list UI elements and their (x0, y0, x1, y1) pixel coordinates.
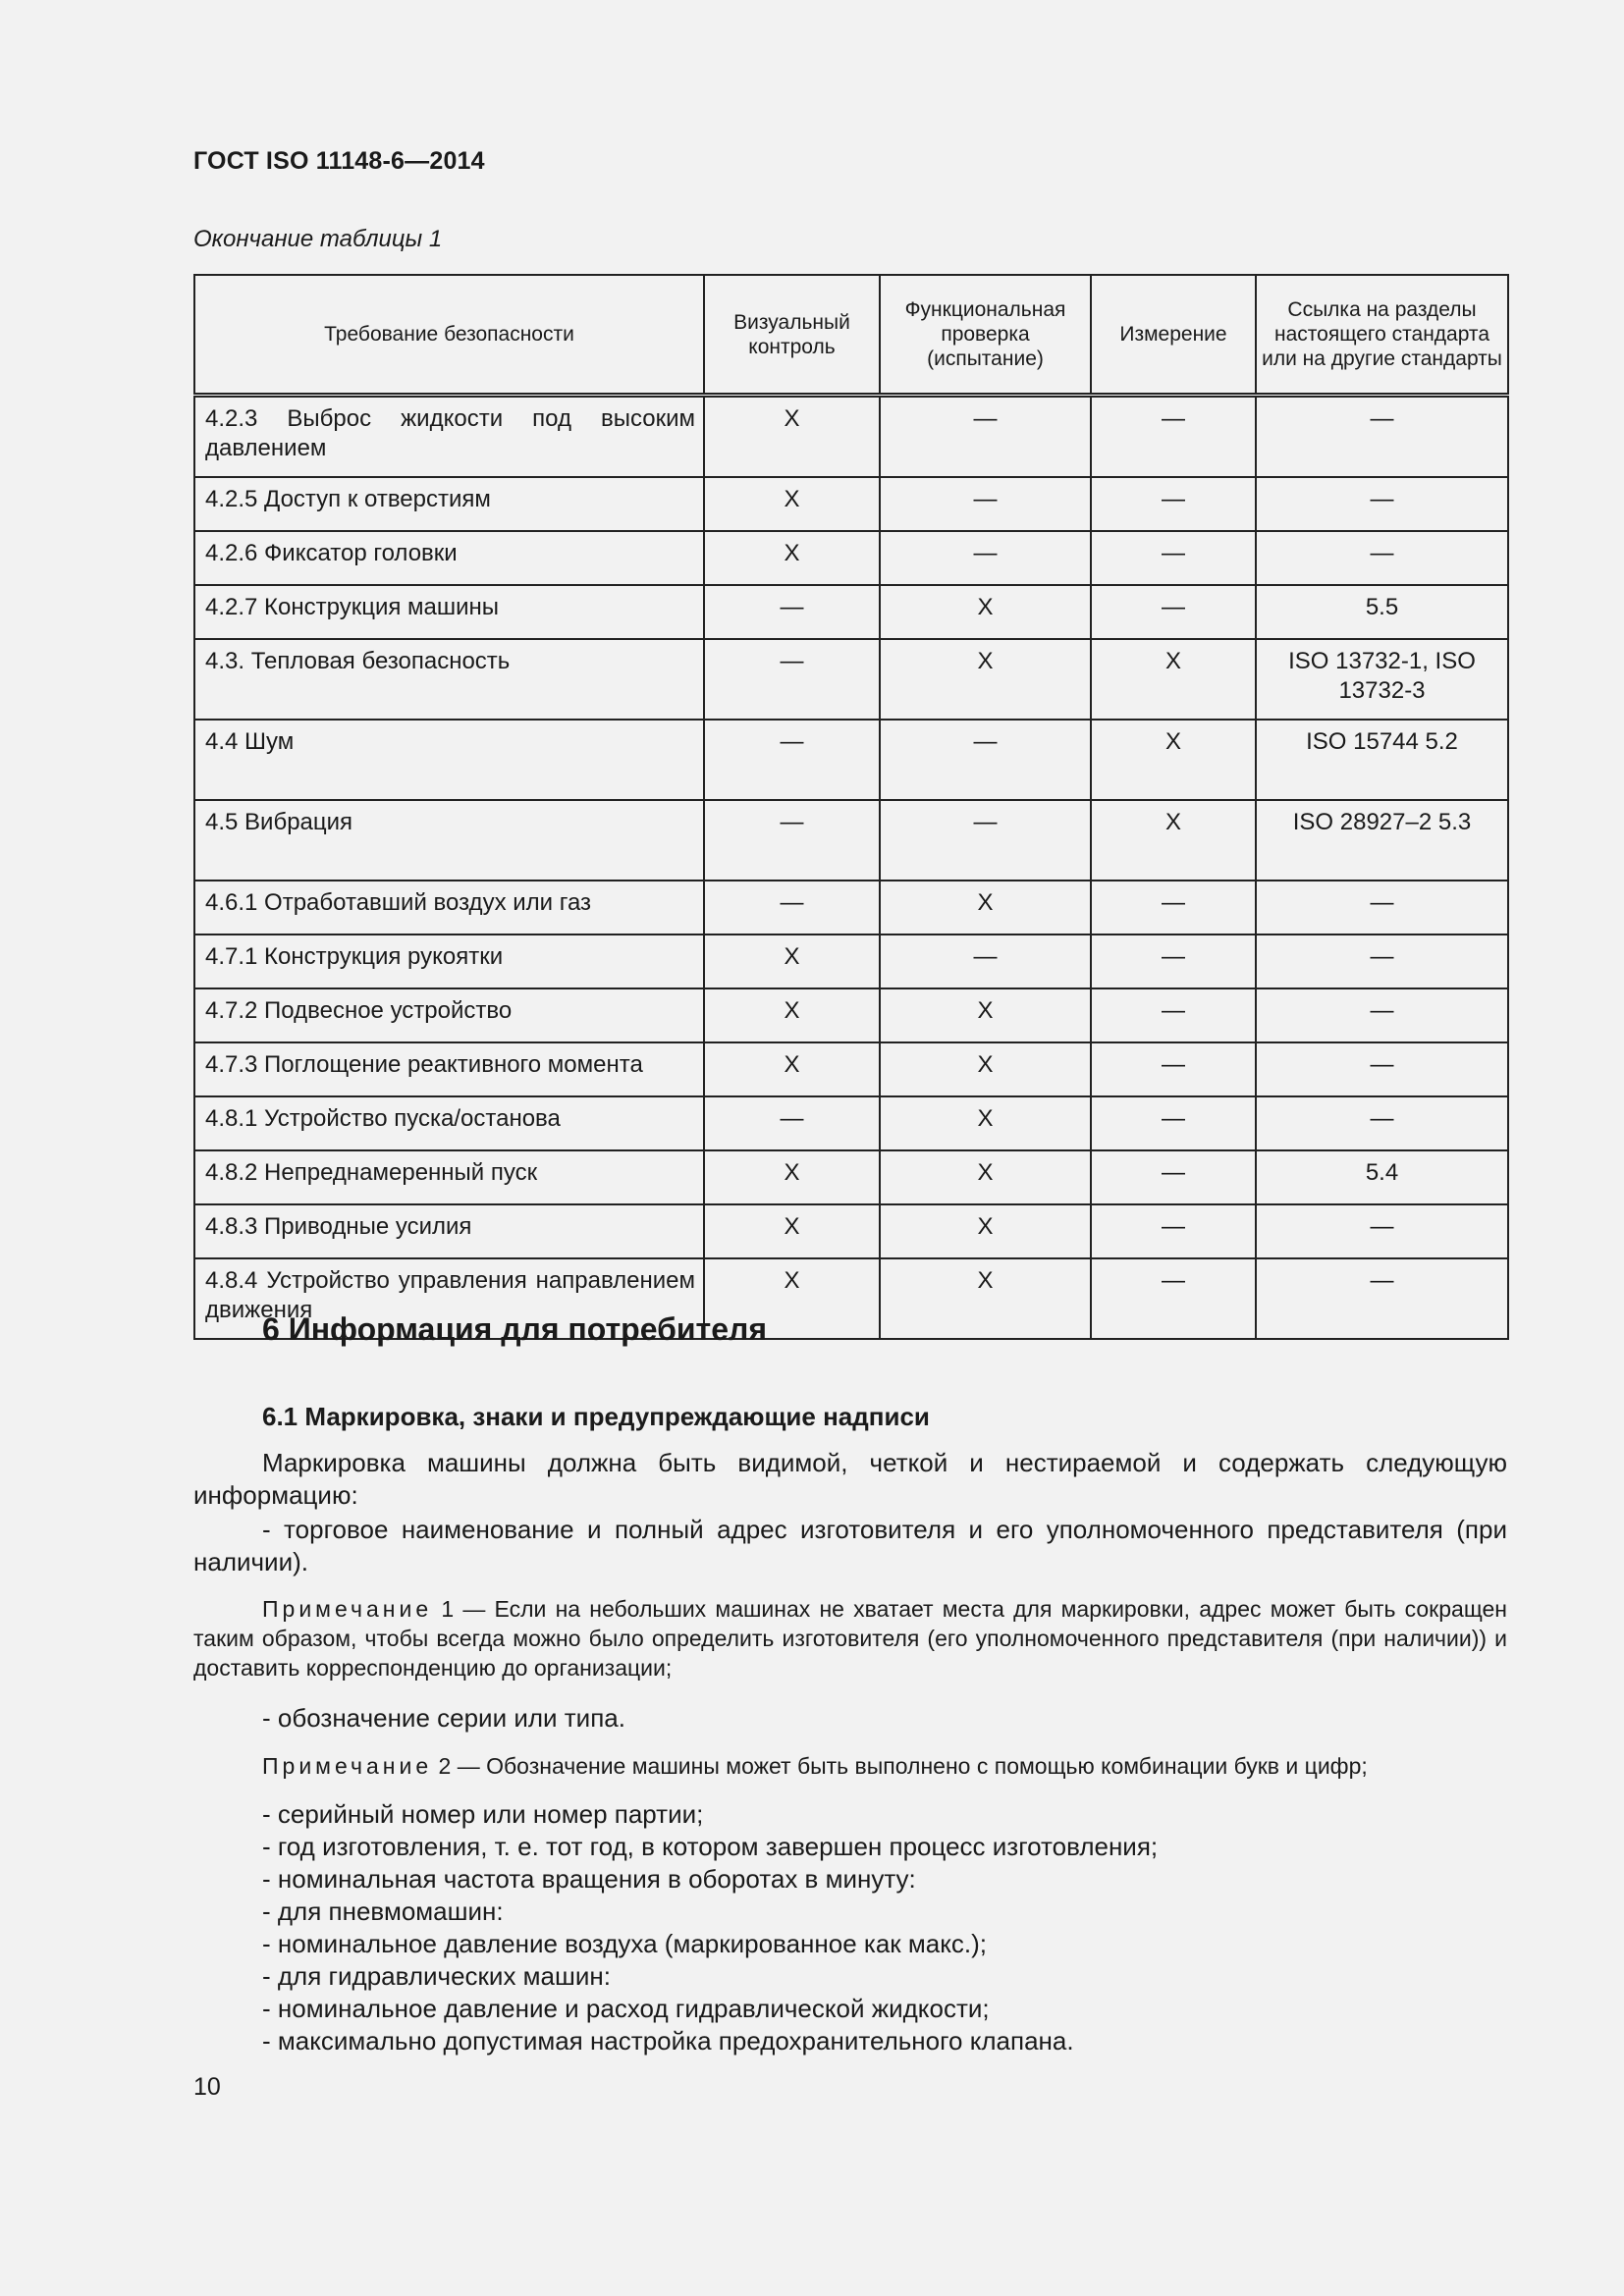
reference-cell: — (1256, 934, 1508, 988)
functional-cell: — (880, 720, 1091, 800)
functional-cell: X (880, 988, 1091, 1042)
visual-cell: X (704, 531, 880, 585)
table-row (194, 396, 1508, 478)
reference-cell: — (1256, 531, 1508, 585)
requirement-cell: 4.7.2 Подвесное устройство (194, 988, 704, 1042)
table-row (194, 934, 1508, 988)
functional-cell: X (880, 1258, 1091, 1339)
list-item: - для пневмомашин: (262, 1896, 504, 1926)
requirement-cell: 4.8.2 Непреднамеренный пуск (194, 1150, 704, 1204)
table-row (194, 1150, 1508, 1204)
reference-cell: — (1256, 1258, 1508, 1339)
measurement-cell: X (1091, 800, 1256, 881)
reference-cell: ISO 28927–2 5.3 (1256, 800, 1508, 881)
table-row (194, 988, 1508, 1042)
functional-cell: X (880, 639, 1091, 720)
functional-cell: — (880, 477, 1091, 531)
note-2 (193, 1751, 1507, 1781)
column-header: Функциональная проверка (испытание) (880, 275, 1091, 396)
reference-cell: — (1256, 477, 1508, 531)
functional-cell: — (880, 934, 1091, 988)
note-label: Примечание (262, 1753, 433, 1779)
requirement-cell: 4.7.1 Конструкция рукоятки (194, 934, 704, 988)
requirement-cell: 4.2.3 Выброс жидкости под высоким давлением (194, 396, 704, 478)
measurement-cell: — (1091, 934, 1256, 988)
measurement-cell: X (1091, 639, 1256, 720)
visual-cell: — (704, 1096, 880, 1150)
visual-cell: X (704, 1150, 880, 1204)
reference-cell: — (1256, 988, 1508, 1042)
functional-cell: — (880, 531, 1091, 585)
requirement-cell: 4.2.6 Фиксатор головки (194, 531, 704, 585)
visual-cell: — (704, 881, 880, 934)
functional-cell: — (880, 396, 1091, 478)
measurement-cell: — (1091, 531, 1256, 585)
visual-cell: X (704, 934, 880, 988)
section-title: 6 Информация для потребителя (262, 1311, 767, 1347)
measurement-cell: — (1091, 1258, 1256, 1339)
visual-cell: — (704, 720, 880, 800)
table-row (194, 720, 1508, 800)
column-header: Требование безопасности (194, 275, 704, 396)
column-header: Ссылка на разделы настоящего стандарта или на другие стандарты (1256, 275, 1508, 396)
reference-cell: — (1256, 396, 1508, 478)
table-row (194, 881, 1508, 934)
functional-cell: X (880, 881, 1091, 934)
visual-cell: X (704, 477, 880, 531)
requirement-cell: 4.2.7 Конструкция машины (194, 585, 704, 639)
list-item: - серийный номер или номер партии; (262, 1799, 704, 1829)
functional-cell: X (880, 1204, 1091, 1258)
list-item: - для гидравлических машин: (262, 1961, 611, 1991)
table-row (194, 1096, 1508, 1150)
measurement-cell: X (1091, 720, 1256, 800)
measurement-cell: — (1091, 1150, 1256, 1204)
requirement-cell: 4.3. Тепловая безопасность (194, 639, 704, 720)
column-header: Визуальный контроль (704, 275, 880, 396)
table-caption: Окончание таблицы 1 (193, 226, 443, 252)
list-item: - год изготовления, т. е. тот год, в котором завершен процесс изготовления; (262, 1832, 1159, 1861)
measurement-cell: — (1091, 396, 1256, 478)
visual-cell: X (704, 1042, 880, 1096)
requirement-cell: 4.6.1 Отработавший воздух или газ (194, 881, 704, 934)
measurement-cell: — (1091, 585, 1256, 639)
measurement-cell: — (1091, 988, 1256, 1042)
visual-cell: — (704, 585, 880, 639)
list-item: - номинальное давление воздуха (маркированное как макс.); (262, 1929, 988, 1958)
document-header: ГОСТ ISO 11148-6—2014 (193, 147, 485, 175)
visual-cell: X (704, 1204, 880, 1258)
functional-cell: X (880, 1150, 1091, 1204)
requirements-table (193, 274, 1509, 1340)
list-item: - номинальная частота вращения в оборотах в минуту: (262, 1864, 916, 1894)
requirement-cell: 4.8.3 Приводные усилия (194, 1204, 704, 1258)
note-1 (193, 1594, 1507, 1682)
reference-cell: — (1256, 1042, 1508, 1096)
reference-cell: 5.5 (1256, 585, 1508, 639)
note-text: 1 — Если на небольших машинах не хватает места для маркировки, адрес может быть сокращен таким образом, чтобы всегда можно было определить изготовителя (его уполномоченного представителя (при наличии)) и доставить корреспонденцию до организации; (193, 1596, 1507, 1681)
table-row (194, 585, 1508, 639)
functional-cell: X (880, 1096, 1091, 1150)
list-item: - номинальное давление и расход гидравлической жидкости; (262, 1994, 990, 2023)
reference-cell: — (1256, 1204, 1508, 1258)
table-row (194, 639, 1508, 720)
table-row (194, 531, 1508, 585)
table-header-row (194, 275, 1508, 396)
requirement-cell: 4.8.4 Устройство управления направлением движения (194, 1258, 704, 1339)
reference-cell: ISO 15744 5.2 (1256, 720, 1508, 800)
marking-list (193, 1798, 1507, 2057)
measurement-cell: — (1091, 1204, 1256, 1258)
subsection-title: 6.1 Маркировка, знаки и предупреждающие надписи (262, 1402, 930, 1431)
table-row (194, 477, 1508, 531)
measurement-cell: — (1091, 1096, 1256, 1150)
visual-cell: X (704, 988, 880, 1042)
requirement-cell: 4.2.5 Доступ к отверстиям (194, 477, 704, 531)
list-item: - максимально допустимая настройка предохранительного клапана. (262, 2026, 1074, 2056)
requirement-cell: 4.5 Вибрация (194, 800, 704, 881)
reference-cell: — (1256, 1096, 1508, 1150)
measurement-cell: — (1091, 881, 1256, 934)
functional-cell: — (880, 800, 1091, 881)
measurement-cell: — (1091, 477, 1256, 531)
visual-cell: — (704, 639, 880, 720)
table-row (194, 800, 1508, 881)
table-row (194, 1042, 1508, 1096)
measurement-cell: — (1091, 1042, 1256, 1096)
visual-cell: — (704, 800, 880, 881)
reference-cell: ISO 13732-1, ISO 13732-3 (1256, 639, 1508, 720)
list-item: - торговое наименование и полный адрес изготовителя и его уполномоченного представителя (при наличии). (193, 1515, 1507, 1576)
functional-cell: X (880, 585, 1091, 639)
requirement-cell: 4.8.1 Устройство пуска/останова (194, 1096, 704, 1150)
requirement-cell: 4.7.3 Поглощение реактивного момента (194, 1042, 704, 1096)
visual-cell: X (704, 396, 880, 478)
functional-cell: X (880, 1042, 1091, 1096)
note-text: 2 — Обозначение машины может быть выполнено с помощью комбинации букв и цифр; (432, 1753, 1368, 1779)
page-number: 10 (193, 2073, 221, 2101)
intro-paragraph: Маркировка машины должна быть видимой, четкой и нестираемой и содержать следующую информацию: (193, 1448, 1507, 1510)
note-label: Примечание (262, 1596, 433, 1622)
table-row (194, 1204, 1508, 1258)
reference-cell: — (1256, 881, 1508, 934)
list-item: - обозначение серии или типа. (262, 1703, 625, 1733)
requirement-cell: 4.4 Шум (194, 720, 704, 800)
column-header: Измерение (1091, 275, 1256, 396)
visual-cell: X (704, 1258, 880, 1339)
reference-cell: 5.4 (1256, 1150, 1508, 1204)
